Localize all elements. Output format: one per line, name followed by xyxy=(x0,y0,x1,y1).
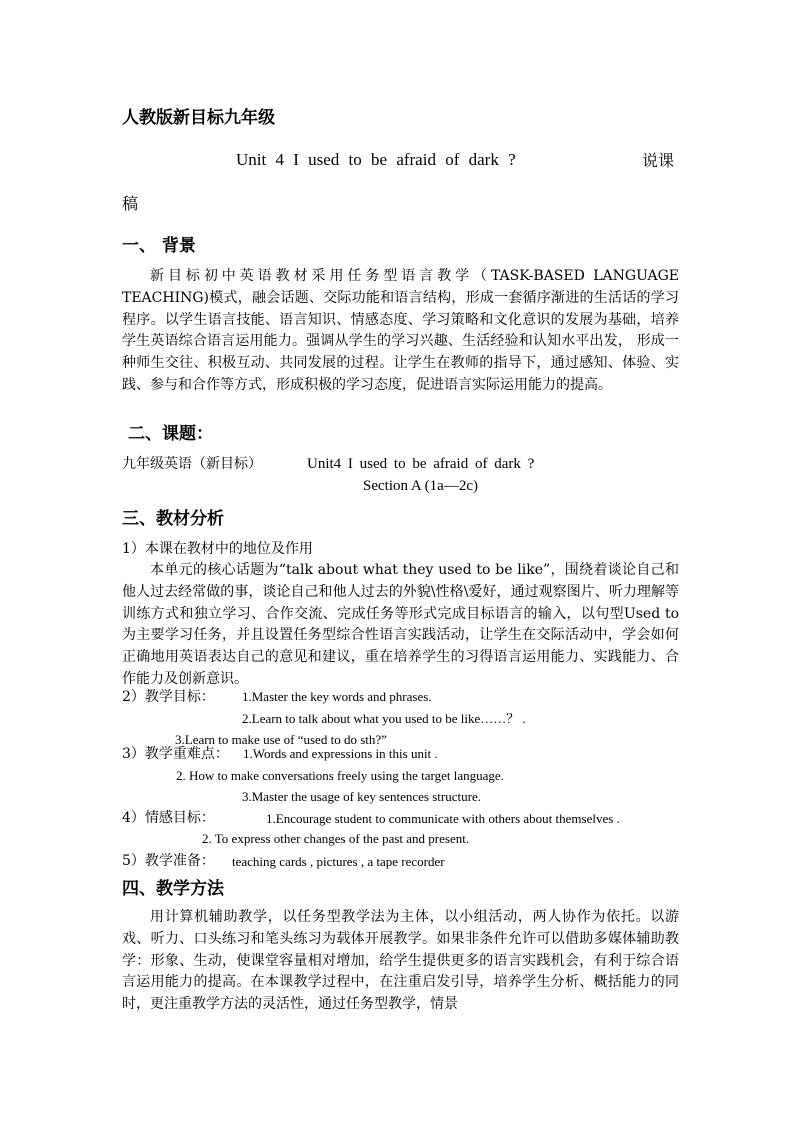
analysis-sub1-paragraph: 本单元的核心话题为“talk about what they used to be like”，围绕着谈论自己和他人过去经常做的事，谈论自己和他人过去的外貌\性格\爱好，通过观察图片、听力理解等训练方式和独立学习、合作交流、完成任务等形式完成目标语言的输入，以句型Used to 为主要学习任务，并且设置任务型综合性语言实践活动，让学生在交际活动中，学会如何正确地用英语表达自己的意见和建议，重在培养学生的习得语言运用能力、实践能力、合作能力及创新意识。 xyxy=(122,562,679,687)
edition-heading: 人教版新目标九年级 xyxy=(122,108,275,128)
section-heading-analysis: 三、教材分析 xyxy=(122,509,224,529)
topic-unit: Unit4 I used to be afraid of dark ? xyxy=(307,456,535,472)
goal-1: 1.Master the key words and phrases. xyxy=(242,689,432,704)
emotion-goal-1: 1.Encourage student to communicate with others about themselves . xyxy=(266,811,620,826)
goal-2: 2.Learn to talk about what you used to be like……？ . xyxy=(242,711,526,726)
emotion-goal-2: 2. To express other changes of the past and present. xyxy=(202,831,470,846)
goal-3: 3.Learn to make use of “used to do sth?” xyxy=(175,732,387,747)
background-paragraph: 新目标初中英语教材采用任务型语言教学（TASK-BASED LANGUAGE TEACHING)模式，融会话题、交际功能和语言结构，形成一套循序渐进的生活话的学习程序。以学生语言技能、语言知识、情感态度、学习策略和文化意识的发展为基础，培养学生英语综合语言运用能力。强调从学生的学习兴趣、生活经验和认知水平出发， 形成一种师生交往、积极互动、共同发展的过程。让学生在教师的指导下，通过感知、体验、实践、参与和合作等方式，形成积极的学习态度，促进语言实际运用能力的提高。 xyxy=(122,268,679,393)
key-point-1: 1.Words and expressions in this unit . xyxy=(243,746,438,761)
title-suffix: 说课 xyxy=(642,151,675,170)
section-heading-background: 一、 背景 xyxy=(122,236,196,256)
preparation-label: 5）教学准备： xyxy=(122,853,215,869)
key-point-3: 3.Master the usage of key sentences structure. xyxy=(242,789,481,804)
topic-section: Section A (1a—2c) xyxy=(363,478,478,494)
title-suffix-continued: 稿 xyxy=(122,194,139,213)
section-heading-methods: 四、教学方法 xyxy=(122,879,224,899)
methods-paragraph: 用计算机辅助教学，以任务型教学法为主体，以小组活动，两人协作为依托。以游戏、听力、口头练习和笔头练习为载体开展教学。如果非条件允许可以借助多媒体辅助教学：形象、生动，使课堂容量相对增加，给学生提供更多的语言实践机会，有利于综合语言运用能力的提高。在本课教学过程中，在注重启发引导，培养学生分析、概括能力的同时，更注重教学方法的灵活性，通过任务型教学，情景 xyxy=(122,909,679,1013)
emotion-label: 4）情感目标： xyxy=(122,810,215,826)
analysis-sub1-label: 1）本课在教材中的地位及作用 xyxy=(122,541,313,557)
document-title: Unit 4 I used to be afraid of dark ? xyxy=(236,150,516,169)
preparation-items: teaching cards , pictures , a tape recorder xyxy=(232,854,445,869)
key-points-label: 3）教学重难点： xyxy=(122,746,229,762)
section-heading-topic: 二、课题： xyxy=(128,424,213,444)
key-point-2: 2. How to make conversations freely using the target language. xyxy=(176,768,504,783)
topic-grade-label: 九年级英语（新目标） xyxy=(122,456,262,472)
goals-label: 2）教学目标： xyxy=(122,689,215,705)
